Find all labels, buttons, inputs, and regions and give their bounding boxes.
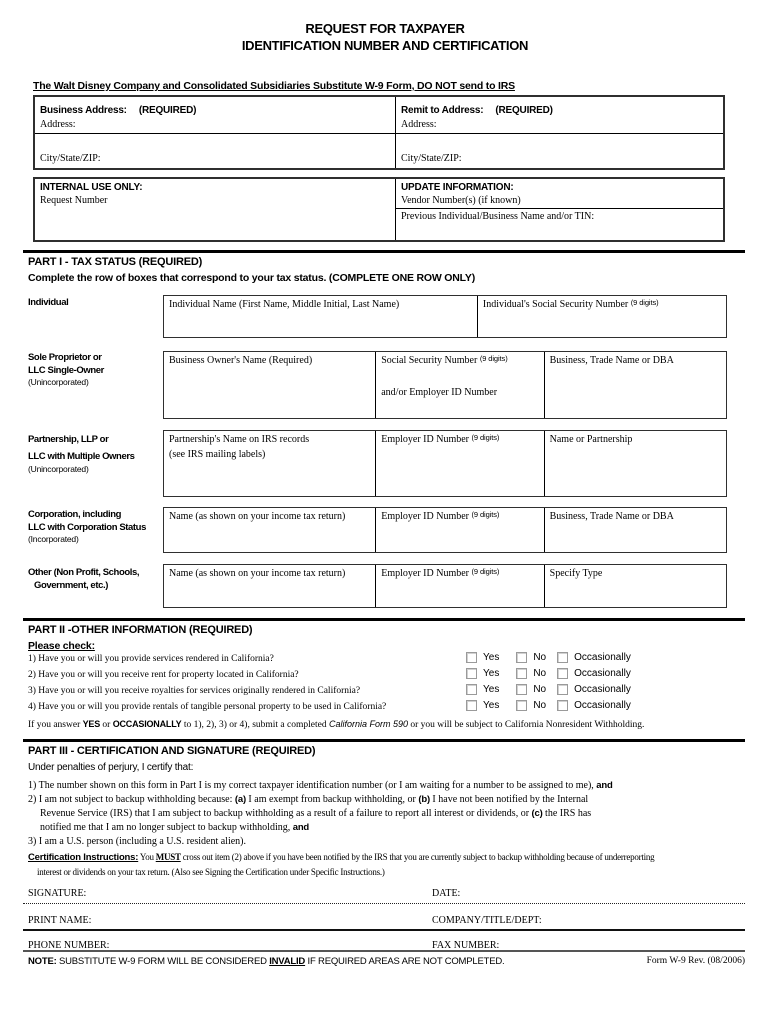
date-label: DATE:	[432, 888, 461, 899]
individual-ssn-digits: (9 digits)	[630, 298, 659, 307]
q2-no-label: No	[533, 668, 547, 679]
phone-fax-line[interactable]	[23, 950, 745, 952]
q2-occasionally-label: Occasionally	[574, 668, 631, 679]
partnership-label-line2: LLC with Multiple Owners	[28, 451, 135, 462]
question-2-options	[466, 668, 631, 679]
partnership-ein-label: Employer ID Number	[381, 434, 469, 445]
california-form-590: California Form 590	[328, 719, 408, 729]
certification-instructions-line1: Certification Instructions: You MUST cross out item (2) above if you have been notified by the IRS that you are currently subject to backup withholding because of underreporting	[28, 852, 655, 863]
invalid-emphasis: INVALID	[269, 956, 306, 967]
signature-line[interactable]	[23, 903, 745, 904]
previous-name-tin-field[interactable]: Previous Individual/Business Name and/or TIN:	[401, 211, 595, 222]
question-3-options	[466, 684, 631, 695]
fax-number-label: FAX NUMBER:	[432, 940, 500, 951]
sole-owner-name-field[interactable]: Business Owner's Name (Required)	[164, 352, 376, 418]
partnership-ein-digits: (9 digits)	[471, 433, 500, 442]
other-specify-type-field[interactable]: Specify Type	[549, 568, 603, 579]
part1-subtitle: Complete the row of boxes that correspond to your tax status. (COMPLETE ONE ROW ONLY)	[28, 272, 475, 284]
individual-ssn-label: Individual's Social Security Number	[482, 299, 629, 310]
checkbox-q1-yes[interactable]	[466, 652, 477, 663]
business-citystatezip-field[interactable]: City/State/ZIP:	[40, 153, 101, 164]
form-title-line2: IDENTIFICATION NUMBER AND CERTIFICATION	[241, 38, 529, 53]
other-ein-field[interactable]	[376, 565, 544, 607]
row-label-partnership	[28, 433, 135, 474]
checkbox-q1-no[interactable]	[516, 652, 527, 663]
partnership-name-label: Partnership's Name on IRS records	[169, 434, 310, 445]
form-title-line1: REQUEST FOR TAXPAYER	[305, 21, 465, 36]
must-emphasis: MUST	[155, 852, 181, 862]
cert-item-2-line1: 2) I am not subject to backup withholding because: (a) I am exempt from backup withholding, or (b) I have not been notified by the Internal	[28, 794, 589, 805]
corporation-label-line1: Corporation, including	[28, 509, 122, 520]
perjury-intro: Under penalties of perjury, I certify that:	[28, 762, 194, 773]
corporation-ein-label: Employer ID Number	[381, 511, 469, 522]
checkbox-q4-no[interactable]	[516, 700, 527, 711]
other-label-line1: Other (Non Profit, Schools,	[28, 567, 140, 578]
partnership-name-field[interactable]	[164, 431, 376, 496]
part2-divider	[23, 618, 745, 621]
internal-use-title: INTERNAL USE ONLY:	[40, 182, 143, 193]
individual-ssn-field[interactable]	[478, 296, 726, 337]
partnership-label-note: (Unincorporated)	[28, 464, 89, 474]
q3-no-label: No	[533, 684, 547, 695]
row-label-other	[28, 566, 139, 592]
q1-occasionally-label: Occasionally	[574, 652, 631, 663]
update-info-title: UPDATE INFORMATION:	[401, 182, 514, 193]
company-title-dept-label: COMPANY/TITLE/DEPT:	[432, 915, 542, 926]
note-label: NOTE:	[28, 956, 57, 967]
partnership-name-sublabel: (see IRS mailing labels)	[169, 449, 266, 460]
checkbox-q2-yes[interactable]	[466, 668, 477, 679]
sole-ein-label: and/or Employer ID Number	[381, 387, 498, 398]
sole-dba-field[interactable]: Business, Trade Name or DBA	[549, 355, 674, 366]
print-name-label: PRINT NAME:	[28, 915, 92, 926]
sole-ssn-ein-field[interactable]	[376, 352, 544, 418]
part2-title: PART II -OTHER INFORMATION (REQUIRED)	[28, 624, 253, 636]
part1-title: PART I - TAX STATUS (REQUIRED)	[28, 256, 203, 268]
checkbox-q4-yes[interactable]	[466, 700, 477, 711]
other-row	[163, 564, 727, 608]
corporation-ein-field[interactable]	[376, 508, 544, 552]
part3-divider	[23, 739, 745, 742]
partnership-dba-field[interactable]: Name or Partnership	[549, 434, 633, 445]
corporation-name-field[interactable]: Name (as shown on your income tax return)	[164, 508, 376, 552]
other-ein-digits: (9 digits)	[471, 567, 500, 576]
remit-address-header	[401, 100, 718, 118]
other-label-line2: Government, etc.)	[34, 580, 108, 591]
part1-divider	[23, 250, 745, 253]
checkbox-q3-occasionally[interactable]	[557, 684, 568, 695]
part2-footer-occasionally: OCCASIONALLY	[112, 719, 182, 729]
question-4-options	[466, 700, 631, 711]
sole-label-line1: Sole Proprietor or	[28, 352, 102, 363]
remit-address-required: (REQUIRED)	[495, 105, 553, 116]
row-label-individual: Individual	[28, 297, 69, 308]
sole-proprietor-row	[163, 351, 727, 419]
print-name-line[interactable]	[23, 929, 745, 931]
remit-citystatezip-field[interactable]: City/State/ZIP:	[401, 153, 462, 164]
q1-no-label: No	[533, 652, 547, 663]
cert-item-2-line3: notified me that I am no longer subject to backup withholding, and	[40, 822, 310, 833]
corporation-label-note: (Incorporated)	[28, 534, 79, 544]
q1-yes-label: Yes	[483, 652, 500, 663]
business-address-required: (REQUIRED)	[138, 105, 197, 116]
checkbox-q3-no[interactable]	[516, 684, 527, 695]
sole-label-note: (Unincorporated)	[28, 377, 89, 387]
individual-name-field[interactable]: Individual Name (First Name, Middle Initial, Last Name)	[164, 296, 478, 337]
address-table	[33, 95, 725, 170]
partnership-row	[163, 430, 727, 497]
partnership-ein-field[interactable]	[376, 431, 544, 496]
form-subtitle: The Walt Disney Company and Consolidated Subsidiaries Substitute W-9 Form, DO NOT send to IRS	[33, 80, 515, 92]
checkbox-q1-occasionally[interactable]	[557, 652, 568, 663]
checkbox-q2-no[interactable]	[516, 668, 527, 679]
corporation-ein-digits: (9 digits)	[471, 510, 500, 519]
cert-item-2-line2: Revenue Service (IRS) that I am subject to backup withholding as a result of a failure to report all interest or dividends, or (c) the IRS has	[40, 808, 592, 819]
q3-occasionally-label: Occasionally	[574, 684, 631, 695]
q4-yes-label: Yes	[483, 700, 500, 711]
q4-no-label: No	[533, 700, 547, 711]
checkbox-q2-occasionally[interactable]	[557, 668, 568, 679]
partnership-label-line1: Partnership, LLP or	[28, 434, 109, 445]
certification-instructions-label: Certification Instructions:	[28, 852, 139, 863]
business-address-label: Business Address:	[40, 105, 127, 116]
other-ein-label: Employer ID Number	[381, 568, 469, 579]
remit-address-label: Remit to Address:	[401, 105, 484, 116]
form-revision: Form W-9 Rev. (08/2006)	[646, 956, 745, 966]
question-4: 4) Have you or will you provide rentals of tangible personal property to be used in California?	[28, 702, 387, 712]
question-1-options	[466, 652, 631, 663]
part3-title: PART III - CERTIFICATION AND SIGNATURE (REQUIRED)	[28, 745, 316, 757]
question-1: 1) Have you or will you provide services rendered in California?	[28, 654, 274, 664]
footer-note: NOTE: SUBSTITUTE W-9 FORM WILL BE CONSIDERED INVALID IF REQUIRED AREAS ARE NOT COMPLETED.	[28, 956, 505, 967]
sole-ssn-label: Social Security Number	[381, 355, 478, 366]
checkbox-q3-yes[interactable]	[466, 684, 477, 695]
sole-ssn-digits: (9 digits)	[479, 354, 508, 363]
sole-label-line2: LLC Single-Owner	[28, 365, 104, 376]
vendor-number-field[interactable]: Vendor Number(s) (if known)	[396, 194, 723, 209]
request-number-field[interactable]: Request Number	[40, 195, 108, 206]
q2-yes-label: Yes	[483, 668, 500, 679]
certification-instructions-line2: interest or dividends on your tax return. (Also see Signing the Certification under Specific Instructions.)	[37, 867, 385, 877]
corporation-row	[163, 507, 727, 553]
question-3: 3) Have you or will you receive royalties for services originally rendered in California?	[28, 686, 361, 696]
remit-address-field[interactable]: Address:	[401, 119, 437, 130]
internal-update-table	[33, 177, 725, 242]
business-address-field[interactable]: Address:	[40, 119, 76, 130]
row-label-sole-proprietor	[28, 351, 104, 387]
checkbox-q4-occasionally[interactable]	[557, 700, 568, 711]
q4-occasionally-label: Occasionally	[574, 700, 631, 711]
please-check-label: Please check:	[28, 640, 95, 652]
row-label-corporation	[28, 508, 146, 544]
question-2: 2) Have you or will you receive rent for property located in California?	[28, 670, 299, 680]
cert-item-3: 3) I am a U.S. person (including a U.S. resident alien).	[28, 836, 247, 847]
q3-yes-label: Yes	[483, 684, 500, 695]
business-address-header	[40, 100, 390, 118]
part2-footer: If you answer YES or OCCASIONALLY to 1), 2), 3) or 4), submit a completed California Form 590 or you will be subject to California Nonresident Withholding.	[28, 719, 645, 730]
corporation-dba-field[interactable]: Business, Trade Name or DBA	[549, 511, 674, 522]
individual-row	[163, 295, 727, 338]
part2-footer-yes: YES	[82, 719, 101, 729]
other-name-field[interactable]: Name (as shown on your income tax return)	[164, 565, 376, 607]
cert-item-1: 1) The number shown on this form in Part I is my correct taxpayer identification number (or I am waiting for a number to be assigned to me), and	[28, 780, 613, 791]
corporation-label-line2: LLC with Corporation Status	[28, 522, 146, 533]
part2-footer-text: If you answer	[28, 720, 83, 730]
phone-number-label: PHONE NUMBER:	[28, 940, 110, 951]
signature-label: SIGNATURE:	[28, 888, 87, 899]
